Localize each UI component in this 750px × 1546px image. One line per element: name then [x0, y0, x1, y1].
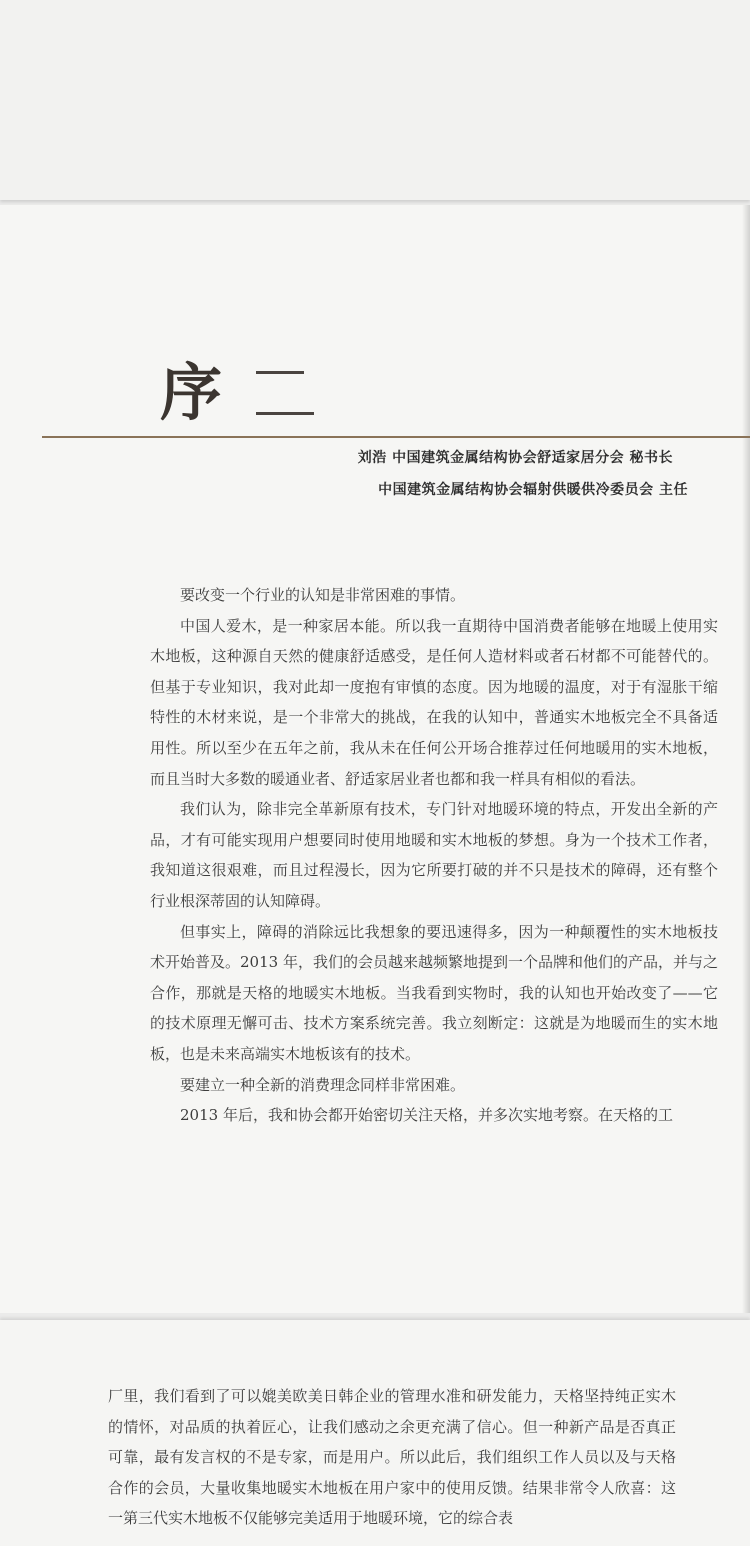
page-edge-shadow [742, 205, 750, 1313]
paragraph: 但事实上，障碍的消除远比我想象的要迅速得多，因为一种颠覆性的实木地板技术开始普及。2013 年，我们的会员越来越频繁地提到一个品牌和他们的产品，并与之合作，那就是天格的地暖实木地板。当我看到实物时，我的认知也开始改变了——它的技术原理无懈可击、技术方案系统完善。我立刻断定：这就是为地暖而生的实木地板，也是未来高端实木地板该有的技术。 [150, 922, 718, 1063]
chapter-number-stroke-top [256, 371, 304, 374]
paragraph: 要建立一种全新的消费理念同样非常困难。 [180, 1075, 466, 1094]
paragraph: 要改变一个行业的认知是非常困难的事情。 [180, 586, 466, 604]
title-divider [42, 436, 750, 438]
author-line-2: 中国建筑金属结构协会辐射供暖供冷委员会 主任 [378, 482, 688, 498]
chapter-title: 序 [160, 356, 223, 429]
preface-body [150, 580, 718, 1131]
paragraph: 中国人爱木，是一种家居本能。所以我一直期待中国消费者能够在地暖上使用实木地板，这种源自天然的健康舒适感受，是任何人造材料或者石材都不可能替代的。但基于专业知识，我对此却一度抱有审慎的态度。因为地暖的温度，对于有湿胀干缩特性的木材来说，是一个非常大的挑战，在我的认知中，普通实木地板完全不具备适用性。所以至少在五年之前，我从未在任何公开场合推荐过任何地暖用的实木地板，而且当时大多数的暖通业者、舒适家居业者也都和我一样具有相似的看法。 [150, 616, 718, 788]
author-line-1: 刘浩 中国建筑金属结构协会舒适家居分会 秘书长 [357, 450, 673, 466]
chapter-number-stroke-bottom [256, 412, 314, 415]
previous-page-fragment [0, 0, 750, 200]
paragraph: 我们认为，除非完全革新原有技术，专门针对地暖环境的特点，开发出全新的产品，才有可能实现用户想要同时使用地暖和实木地板的梦想。身为一个技术工作者，我知道这很艰难，而且过程漫长，因为它所要打破的并不只是技术的障碍，还有整个行业根深蒂固的认知障碍。 [150, 800, 718, 910]
continued-body [108, 1381, 676, 1534]
paragraph: 2013 年后，我和协会都开始密切关注天格，并多次实地考察。在天格的工 [180, 1106, 673, 1125]
paragraph-continued: 厂里，我们看到了可以媲美欧美日韩企业的管理水准和研发能力，天格坚持纯正实木的情怀，对品质的执着匠心，让我们感动之余更充满了信心。但一种新产品是否真正可靠，最有发言权的不是专家，而是用户。所以此后，我们组织工作人员以及与天格合作的会员，大量收集地暖实木地板在用户家中的使用反馈。结果非常令人欣喜：这一第三代实木地板不仅能够完美适用于地暖环境，它的综合表 [108, 1387, 676, 1528]
